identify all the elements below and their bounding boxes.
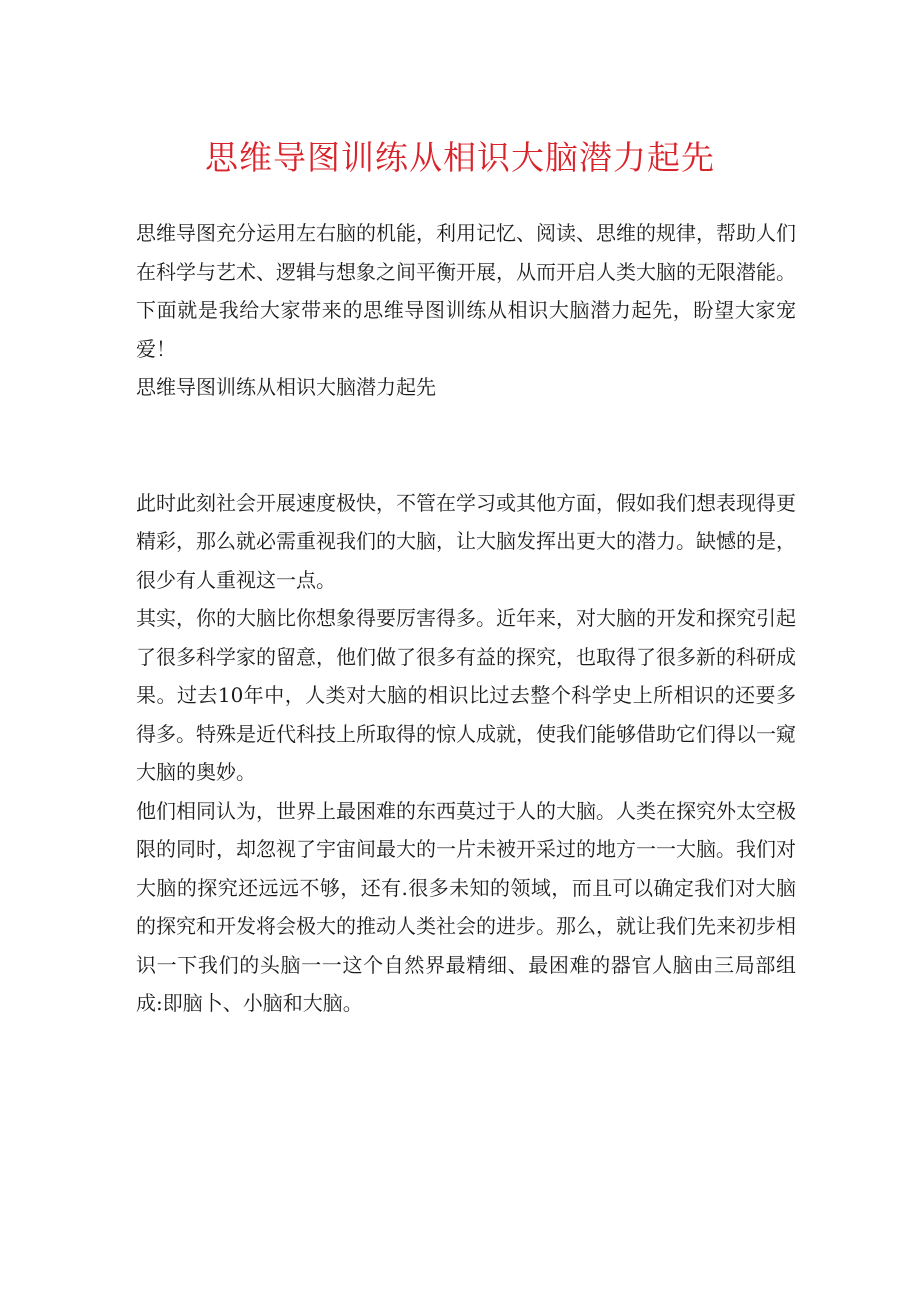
body-paragraph-3: 他们相同认为，世界上最困难的东西莫过于人的大脑。人类在探究外太空极限的同时，却忽视了宇宙间最大的一片未被开采过的地方一一大脑。我们对大脑的探究还远远不够，还有.很多未知的领域，而且可以确定我们对大脑的探究和开发将会极大的推动人类社会的进步。那么，就让我们先来初步相识一下我们的头脑一一这个自然界最精细、最困难的器官人脑由三局部组成:即脑卜、小脑和大脑。	[136, 798, 796, 1015]
document-body	[136, 214, 796, 1023]
intro-paragraph: 思维导图充分运用左右脑的机能，利用记忆、阅读、思维的规律，帮助人们在科学与艺术、逻辑与想象之间平衡开展，从而开启人类大脑的无限潜能。下面就是我给大家带来的思维导图训练从相识大脑潜力起先，盼望大家宠爱！	[136, 221, 796, 361]
section-subheading: 思维导图训练从相识大脑潜力起先	[136, 375, 436, 399]
body-paragraph-2: 其实，你的大脑比你想象得要厉害得多。近年来，对大脑的开发和探究引起了很多科学家的留意，他们做了很多有益的探究，也取得了很多新的科研成果。过去10年中，人类对大脑的相识比过去整个科学史上所相识的还要多得多。特殊是近代科技上所取得的惊人成就，使我们能够借助它们得以一窥大脑的奥妙。	[136, 606, 796, 784]
document-title: 思维导图训练从相识大脑潜力起先	[205, 138, 715, 177]
body-paragraph-1: 此时此刻社会开展速度极快，不管在学习或其他方面，假如我们想表现得更精彩，那么就必需重视我们的大脑，让大脑发挥出更大的潜力。缺憾的是，很少有人重视这一点。	[136, 490, 796, 592]
blank-gap	[136, 407, 796, 484]
